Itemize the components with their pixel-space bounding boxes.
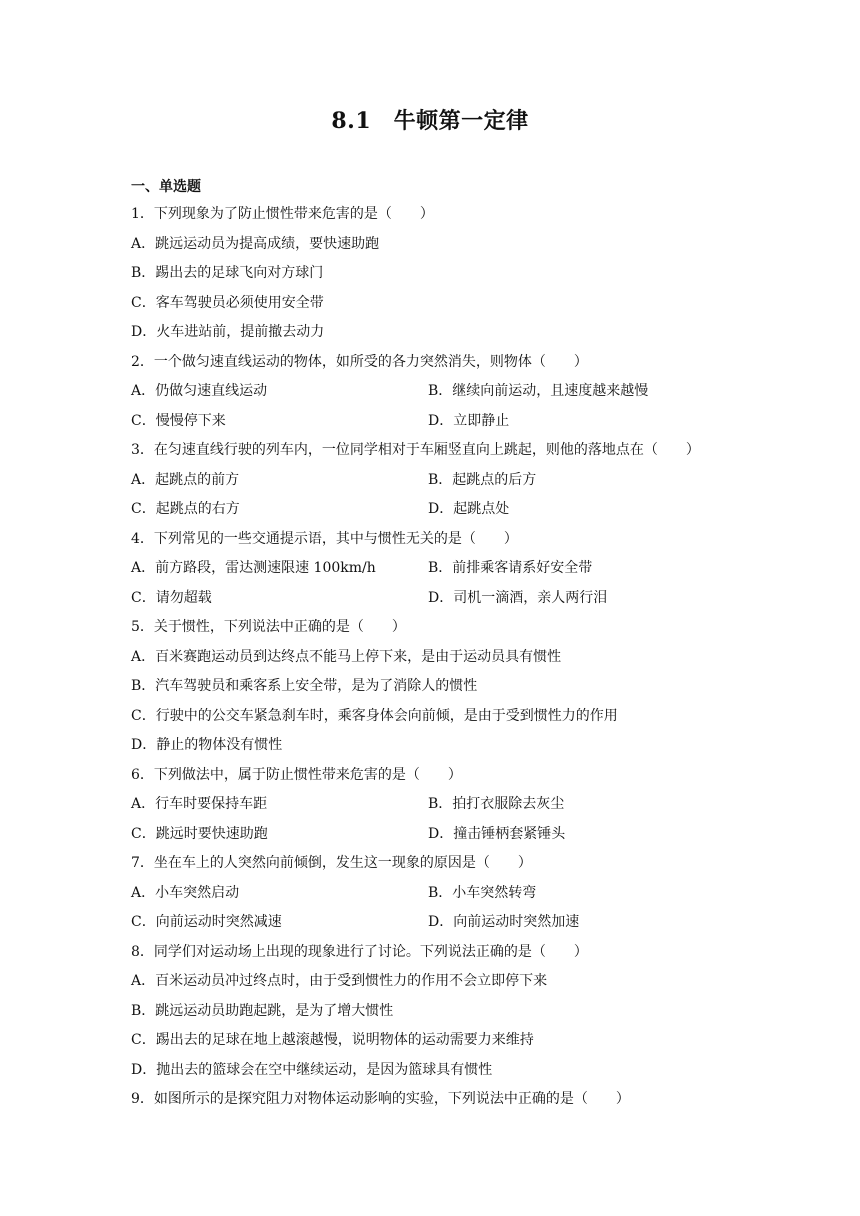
answer-option: D．静止的物体没有惯性 [131,737,283,753]
answer-option: D．火车进站前，提前撤去动力 [131,324,325,340]
answer-option: B．汽车驾驶员和乘客系上安全带，是为了消除人的惯性 [131,678,478,694]
option-row [131,381,751,411]
answer-option: C．客车驾驶员必须使用安全带 [131,294,324,311]
answer-option: D．立即静止 [428,412,510,429]
answer-option: B．小车突然转弯 [428,884,537,901]
answer-option: D．起跳点处 [428,501,510,517]
option-row [131,824,751,854]
answer-option: B．继续向前运动，且速度越来越慢 [428,383,649,399]
option-row [131,883,751,913]
answer-option: B．踢出去的足球飞向对方球门 [131,265,324,281]
question-stem: 9．如图所示的是探究阻力对物体运动影响的实验，下列说法中正确的是（ ） [131,1091,630,1107]
answer-option: C．请勿超载 [131,589,212,606]
answer-option: A．跳远运动员为提高成绩，要快速助跑 [131,235,380,252]
option-row [131,794,751,824]
answer-option: B．前排乘客请系好安全带 [428,560,593,576]
answer-option: B．跳远运动员助跑起跳，是为了增大惯性 [131,1002,394,1019]
question-stem: 5．关于惯性，下列说法中正确的是（ ） [131,619,406,635]
option-row [131,411,751,441]
answer-option: A．小车突然启动 [131,884,240,901]
answer-option: B．拍打衣服除去灰尘 [428,796,565,812]
answer-option: A．百米运动员冲过终点时，由于受到惯性力的作用不会立即停下来 [131,973,548,989]
answer-option: A．前方路段，雷达测速限速 100km/h [131,560,376,576]
answer-option: C．向前运动时突然减速 [131,914,282,930]
question-stem: 7．坐在车上的人突然向前倾倒，发生这一现象的原因是（ ） [131,855,532,871]
answer-option: D．向前运动时突然加速 [428,914,580,930]
question-stem: 8．同学们对运动场上出现的现象进行了讨论。下列说法正确的是（ ） [131,943,588,960]
option-row [131,499,751,529]
question-list [131,204,751,1119]
question-stem: 4．下列常见的一些交通提示语，其中与惯性无关的是（ ） [131,530,518,547]
section-heading: 一、单选题 [131,179,201,195]
answer-option: B．起跳点的后方 [428,471,537,488]
option-row [131,588,751,618]
answer-option: C．跳远时要快速助跑 [131,825,268,842]
option-row [131,558,751,588]
answer-option: D．撞击锤柄套紧锤头 [428,825,566,842]
option-row [131,912,751,942]
question-stem: 2．一个做匀速直线运动的物体，如所受的各力突然消失，则物体（ ） [131,353,588,370]
answer-option: C．行驶中的公交车紧急刹车时，乘客身体会向前倾，是由于受到惯性力的作用 [131,707,618,724]
answer-option: A．行车时要保持车距 [131,796,268,812]
answer-option: C．起跳点的右方 [131,501,240,517]
answer-option: D．司机一滴酒，亲人两行泪 [428,589,608,606]
page-title: 8.1 牛顿第一定律 [331,108,529,134]
answer-option: C．慢慢停下来 [131,412,226,429]
answer-option: A．百米赛跑运动员到达终点不能马上停下来，是由于运动员具有惯性 [131,648,562,665]
answer-option: A．仍做匀速直线运动 [131,383,268,399]
question-stem: 1．下列现象为了防止惯性带来危害的是（ ） [131,206,434,222]
answer-option: A．起跳点的前方 [131,471,240,488]
answer-option: C．踢出去的足球在地上越滚越慢，说明物体的运动需要力来维持 [131,1032,534,1048]
option-row [131,470,751,500]
answer-option: D．抛出去的篮球会在空中继续运动，是因为篮球具有惯性 [131,1061,493,1078]
question-stem: 6．下列做法中，属于防止惯性带来危害的是（ ） [131,766,462,783]
question-stem: 3．在匀速直线行驶的列车内，一位同学相对于车厢竖直向上跳起，则他的落地点在（ ） [131,442,700,458]
